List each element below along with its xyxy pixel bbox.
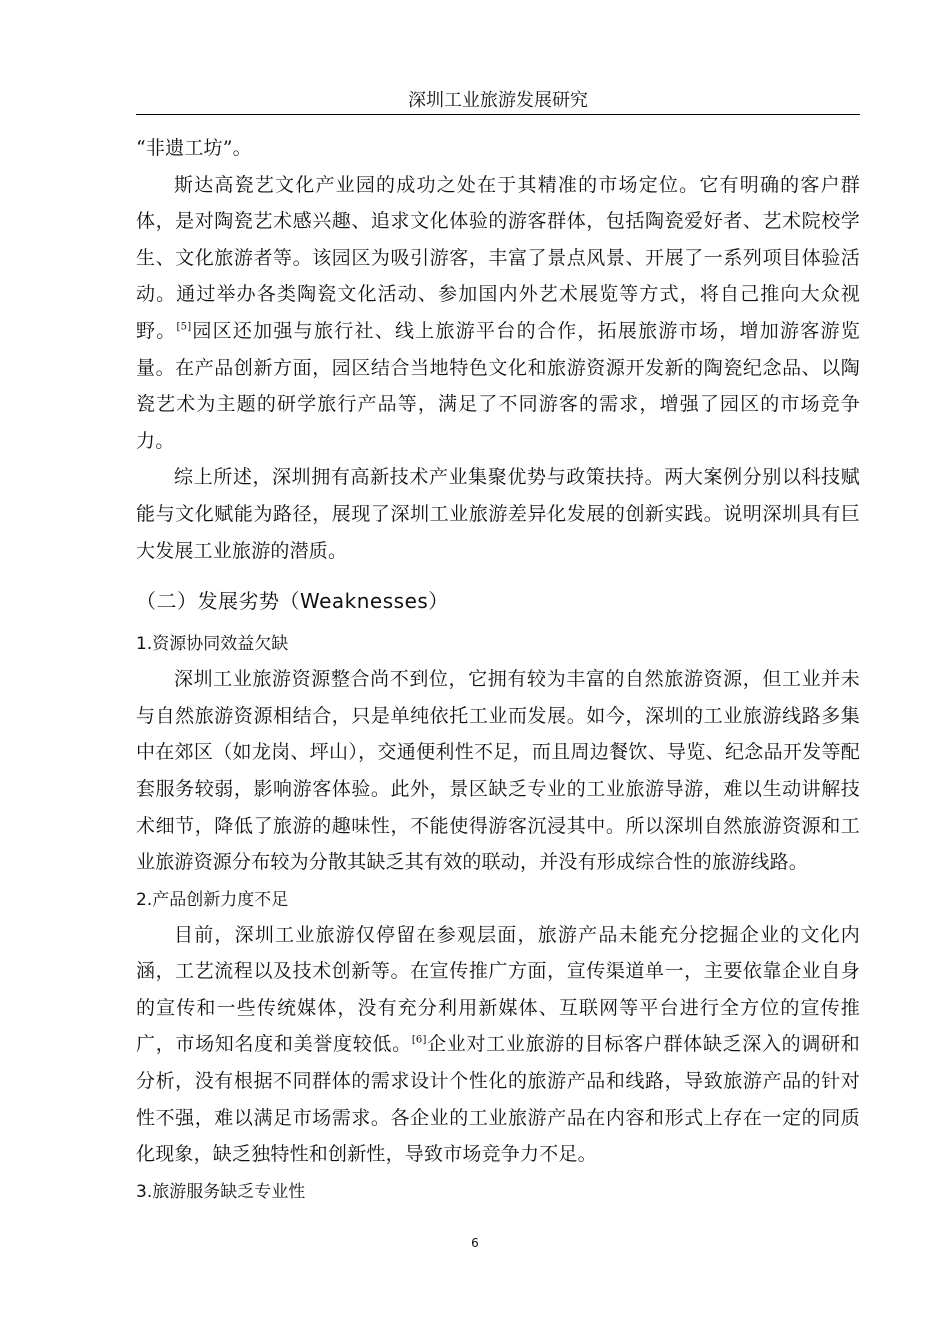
subsection-heading-3: 3.旅游服务缺乏专业性: [136, 1181, 306, 1202]
paragraph-resources: 深圳工业旅游资源整合尚不到位，它拥有较为丰富的自然旅游资源，但工业并未与自然旅游资源相结合，只是单纯依托工业而发展。如今，深圳的工业旅游线路多集中在郊区（如龙岗、坪山），交通便利性不足，而且周边餐饮、导览、纪念品开发等配套服务较弱，影响游客体验。此外，景区缺乏专业的工业旅游导游，难以生动讲解技术细节，降低了旅游的趣味性，不能使得游客沉浸其中。所以深圳自然旅游资源和工业旅游资源分布较为分散其缺乏其有效的联动，并没有形成综合性的旅游线路。: [136, 668, 860, 874]
paragraph-innovation: [136, 917, 860, 1173]
paragraph-text: 企业对工业旅游的目标客户群体缺乏深入的调研和分析，没有根据不同群体的需求设计个性化的旅游产品和线路，导致旅游产品的针对性不强，难以满足市场需求。各企业的工业旅游产品在内容和形式上存在一定的同质化现象，缺乏独特性和创新性，导致市场竞争力不足。: [136, 1033, 860, 1166]
section-heading: （二）发展劣势（Weaknesses）: [136, 589, 449, 614]
paragraph-text: 园区还加强与旅行社、线上旅游平台的合作，拓展旅游市场，增加游客游览量。在产品创新方面，园区结合当地特色文化和旅游资源开发新的陶瓷纪念品、以陶瓷艺术为主题的研学旅行产品等，满足了不同游客的需求，增强了园区的市场竞争力。: [136, 319, 860, 452]
paragraph-text: 目前，深圳工业旅游仅停留在参观层面，旅游产品未能充分挖掘企业的文化内涵，工艺流程以及技术创新等。在宣传推广方面，宣传渠道单一，主要依靠企业自身的宣传和一些传统媒体，没有充分利用新媒体、互联网等平台进行全方位的宣传推广，市场知名度和美誉度较低。: [136, 923, 860, 1056]
paragraph-text: 斯达高瓷艺文化产业园的成功之处在于其精准的市场定位。它有明确的客户群体，是对陶瓷艺术感兴趣、追求文化体验的游客群体，包括陶瓷爱好者、艺术院校学生、文化旅游者等。该园区为吸引游客，丰富了景点风景、开展了一系列项目体验活动。通过举办各类陶瓷文化活动、参加国内外艺术展览等方式，将自己推向大众视野。: [136, 173, 860, 342]
paragraph-sidagao: [136, 167, 860, 460]
citation-5: [5]: [176, 321, 192, 333]
subsection-heading-1: 1.资源协同效益欠缺: [136, 634, 289, 655]
running-header: 深圳工业旅游发展研究: [408, 90, 588, 111]
page-body: [136, 130, 860, 1209]
header-rule: [136, 114, 860, 115]
paragraph-summary: 综上所述，深圳拥有高新技术产业集聚优势与政策扶持。两大案例分别以科技赋能与文化赋能为路径，展现了深圳工业旅游差异化发展的创新实践。说明深圳具有巨大发展工业旅游的潜质。: [136, 466, 860, 562]
subsection-heading-2: 2.产品创新力度不足: [136, 889, 289, 910]
citation-6: [6]: [411, 1035, 427, 1047]
page-number: 6: [471, 1236, 479, 1250]
paragraph-continuation: “非遗工坊”。: [136, 137, 252, 159]
